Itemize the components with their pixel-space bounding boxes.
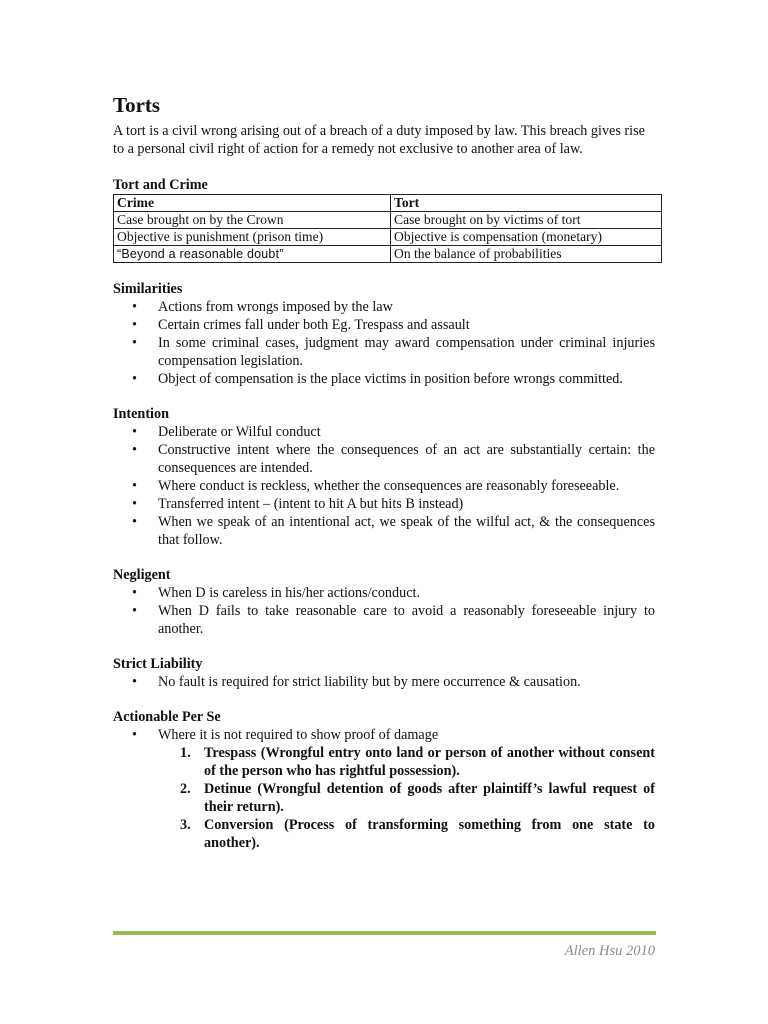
item-number: 3.	[180, 817, 191, 833]
list-item: • Object of compensation is the place victims in position before wrongs committed.	[132, 371, 623, 387]
list-item: • Actions from wrongs imposed by the law	[132, 299, 393, 315]
actionable-numbered-list	[113, 744, 655, 852]
negligent-list	[113, 584, 655, 638]
footer-divider	[113, 931, 656, 935]
intro-paragraph: A tort is a civil wrong arising out of a breach of a duty imposed by law. This breach gives rise to a personal civil right of action for a remedy not exclusive to another area of law.	[113, 123, 645, 157]
table-cell: Objective is punishment (prison time)	[114, 229, 391, 246]
footer-author: Allen Hsu 2010	[564, 943, 655, 959]
table-cell: Case brought on by the Crown	[114, 212, 391, 229]
bullet-icon: •	[132, 317, 137, 333]
list-item: • Constructive intent where the consequences of an act are substantially certain: the consequences are intended.	[132, 442, 655, 476]
tort-crime-table	[113, 194, 662, 263]
numbered-item: 3. Conversion (Process of transforming something from one state to another).	[180, 817, 655, 851]
table-header-cell: Tort	[391, 195, 662, 212]
list-item: • When we speak of an intentional act, we speak of the wilful act, & the consequences that follow.	[132, 514, 655, 548]
list-item: • In some criminal cases, judgment may award compensation under criminal injuries compensation legislation.	[132, 335, 655, 369]
table-row	[114, 229, 662, 246]
table-row	[114, 212, 662, 229]
bullet-icon: •	[132, 727, 137, 743]
list-item: • Transferred intent – (intent to hit A but hits B instead)	[132, 496, 464, 512]
list-item: • No fault is required for strict liability but by mere occurrence & causation.	[132, 674, 581, 690]
actionable-per-se-heading: Actionable Per Se	[113, 709, 221, 725]
bullet-icon: •	[132, 299, 137, 315]
list-item: • Where conduct is reckless, whether the consequences are reasonably foreseeable.	[132, 478, 620, 494]
table-cell: Case brought on by victims of tort	[391, 212, 662, 229]
bullet-icon: •	[132, 514, 137, 530]
table-row	[114, 246, 662, 263]
actionable-per-se-list	[113, 726, 655, 744]
bullet-icon: •	[132, 674, 137, 690]
document-page	[113, 92, 655, 852]
item-number: 1.	[180, 745, 191, 761]
bullet-icon: •	[132, 585, 137, 601]
negligent-heading: Negligent	[113, 567, 171, 583]
bullet-icon: •	[132, 442, 137, 458]
bullet-icon: •	[132, 424, 137, 440]
table-header-row	[114, 195, 662, 212]
numbered-item: 2. Detinue (Wrongful detention of goods after plaintiff’s lawful request of their return).	[180, 781, 655, 815]
page-title: Torts	[113, 93, 161, 117]
similarities-list	[113, 298, 655, 388]
bullet-icon: •	[132, 603, 137, 619]
list-item: • Certain crimes fall under both Eg. Trespass and assault	[132, 317, 470, 333]
table-header-cell: Crime	[114, 195, 391, 212]
strict-liability-heading: Strict Liability	[113, 656, 203, 672]
list-item: • Where it is not required to show proof of damage	[132, 727, 439, 743]
numbered-item: 1. Trespass (Wrongful entry onto land or person of another without consent of the person who has rightful possession).	[180, 745, 655, 779]
table-cell: On the balance of probabilities	[391, 246, 662, 263]
list-item: • Deliberate or Wilful conduct	[132, 424, 321, 440]
list-item: • When D fails to take reasonable care to avoid a reasonably foreseeable injury to another.	[132, 603, 655, 637]
intention-list	[113, 423, 655, 549]
list-item: • When D is careless in his/her actions/conduct.	[132, 585, 420, 601]
table-cell: Objective is compensation (monetary)	[391, 229, 662, 246]
table-cell: “Beyond a reasonable doubt”	[114, 246, 391, 263]
item-number: 2.	[180, 781, 191, 797]
bullet-icon: •	[132, 335, 137, 351]
intention-heading: Intention	[113, 406, 169, 422]
similarities-heading: Similarities	[113, 281, 183, 297]
bullet-icon: •	[132, 478, 137, 494]
tort-crime-heading: Tort and Crime	[113, 177, 208, 193]
strict-liability-list	[113, 673, 655, 691]
bullet-icon: •	[132, 371, 137, 387]
bullet-icon: •	[132, 496, 137, 512]
